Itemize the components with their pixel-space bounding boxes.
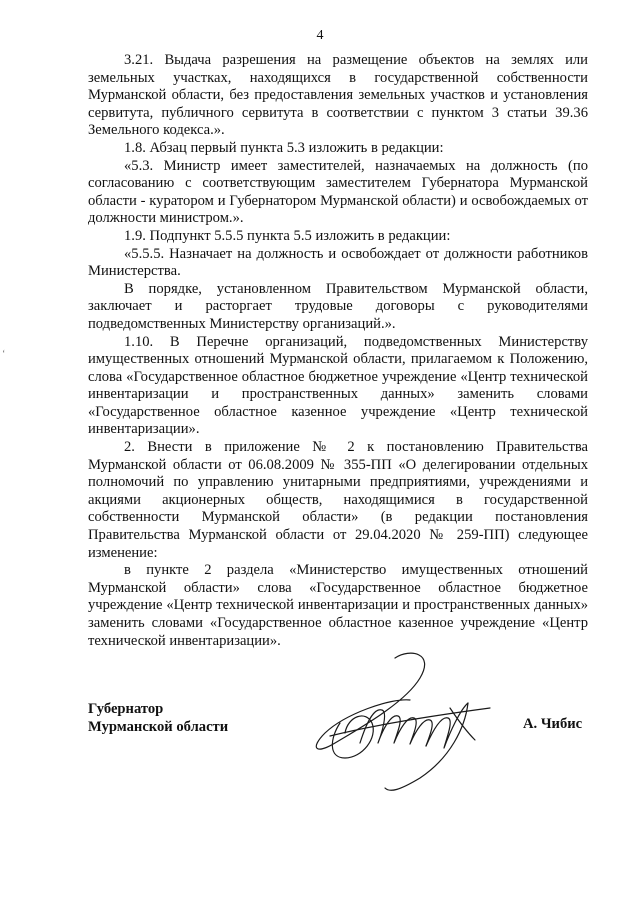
signature-icon <box>300 648 500 798</box>
paragraph: «5.5.5. Назначает на должность и освобождает от должности работников Министерства. <box>88 245 588 280</box>
paragraph: 2. Внести в приложение № 2 к постановлению Правительства Мурманской области от 06.08.2009 № 355-ПП «О делегировании отдельных полномочий по управлению унитарными предприятиями, учреждениями и акциями акционерных обществ, находящимися в государственной собственности Мурманской области» (в редакции постановления Правительства Мурманской области от 29.04.2020 № 259-ПП) следующее изменение: <box>88 439 588 561</box>
paragraph: 1.8. Абзац первый пункта 5.3 изложить в редакции: <box>124 139 444 156</box>
paragraph: 1.10. В Перечне организаций, подведомственных Министерству имущественных отношений Мурманской области, прилагаемом к Положению, слова «Государственное областное бюджетное учреждение «Центр технической инвентаризации и пространственных данных» заменить словами «Государственное областное казенное учреждение «Центр технической инвентаризации». <box>88 333 588 438</box>
signatory-title-line2: Мурманской области <box>88 719 229 735</box>
paragraph: «5.3. Министр имеет заместителей, назначаемых на должность (по согласованию с соответствующим заместителем Губернатора Мурманской области - куратором и Губернатором Мурманской области) и освобождаемых от должности министром.». <box>88 157 588 227</box>
signatory-title-line1: Губернатор <box>88 701 164 717</box>
margin-mark: ʻ <box>2 349 6 360</box>
paragraph: в пункте 2 раздела «Министерство имущественных отношений Мурманской области» слова «Государственное областное бюджетное учреждение «Центр технической инвентаризации и пространственных данных» заменить словами «Государственное областное казенное учреждение «Центр технической инвентаризации». <box>88 562 588 649</box>
document-body <box>88 52 588 650</box>
signatory-title <box>88 700 228 736</box>
paragraph: 3.21. Выдача разрешения на размещение объектов на землях или земельных участках, находящихся в государственной собственности Мурманской области, без предоставления земельных участков и установления сервитута, публичного сервитута в соответствии с пунктом 3 статьи 39.36 Земельного кодекса.». <box>88 52 588 139</box>
paragraph: 1.9. Подпункт 5.5.5 пункта 5.5 изложить в редакции: <box>124 227 451 244</box>
page-number: 4 <box>316 28 324 43</box>
signatory-name: А. Чибис <box>523 716 583 732</box>
paragraph: В порядке, установленном Правительством Мурманской области, заключает и расторгает трудовые договоры с руководителями подведомственных Министерству организаций.». <box>88 280 588 332</box>
handwritten-signature <box>300 648 500 803</box>
